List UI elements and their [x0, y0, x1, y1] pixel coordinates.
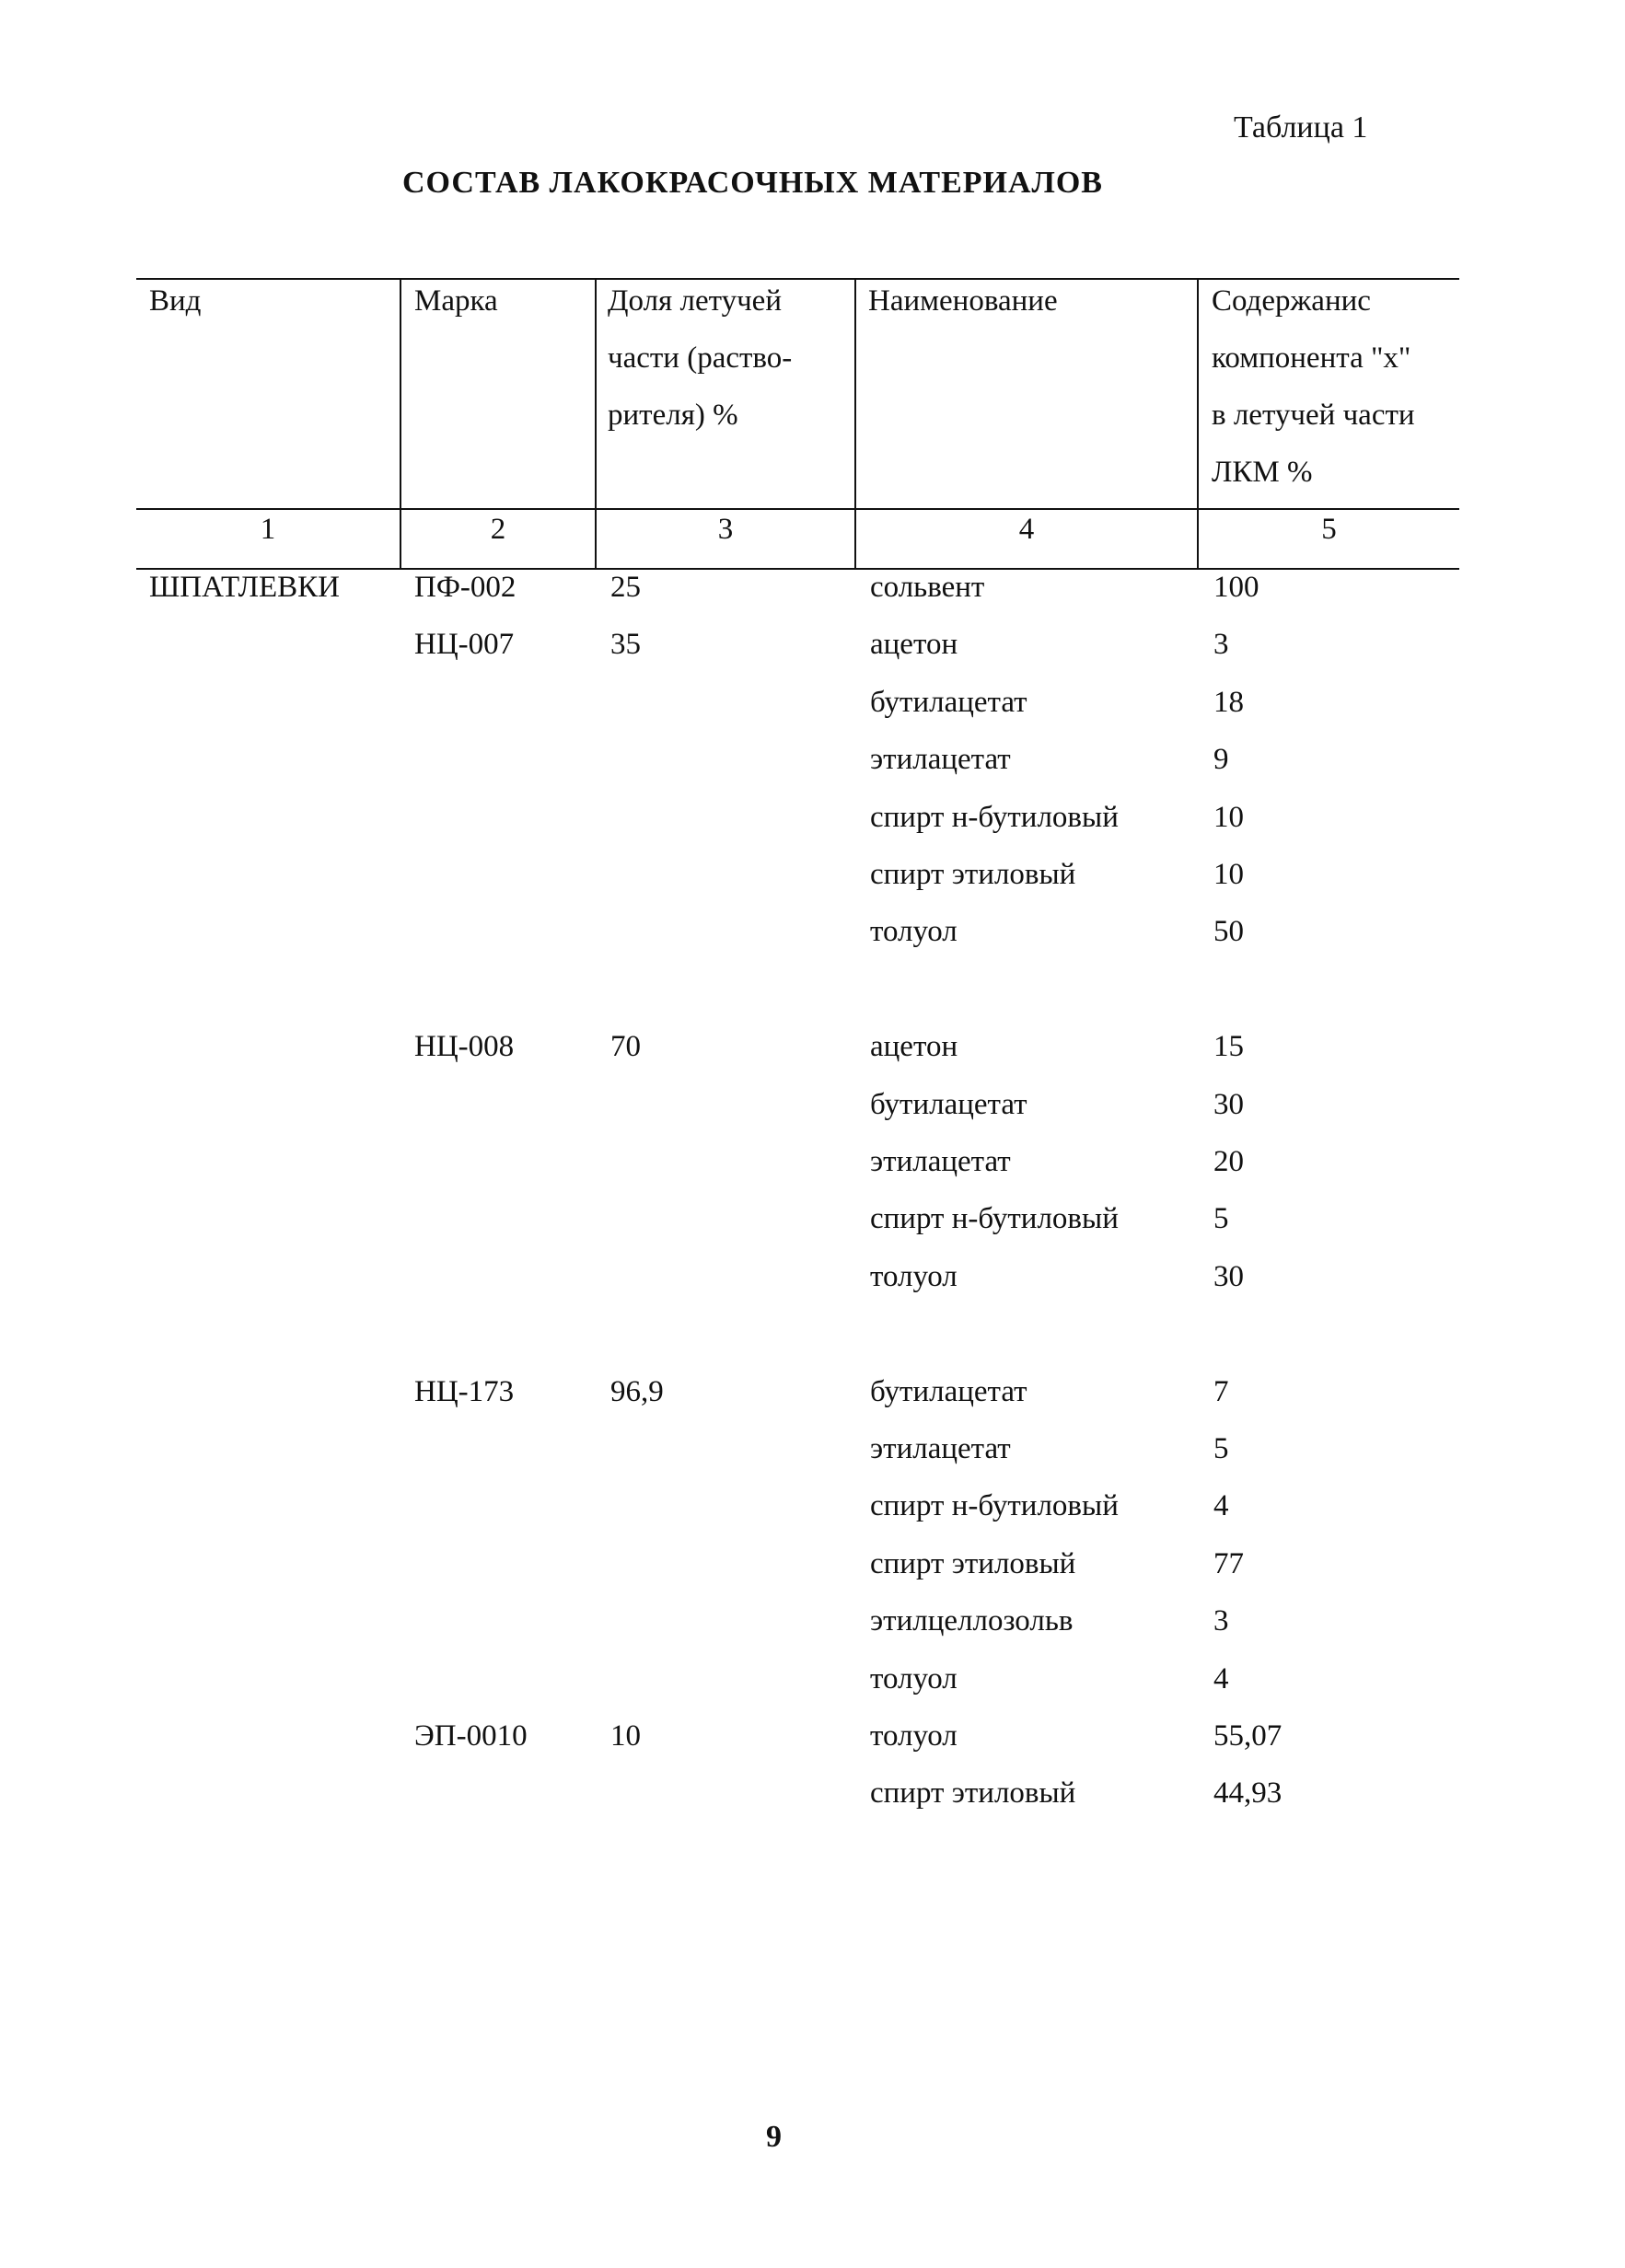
brand-cell: ЭП-0010 [414, 1719, 528, 1753]
volatile-share-cell: 10 [610, 1719, 641, 1753]
component-name-cell: спирт этиловый [870, 858, 1076, 891]
component-name-cell: этилацетат [870, 743, 1011, 777]
component-name-cell: толуол [870, 1259, 958, 1293]
component-value-cell: 3 [1213, 628, 1229, 662]
component-value-cell: 18 [1213, 685, 1244, 719]
brand-cell: НЦ-173 [414, 1374, 515, 1408]
component-name-cell: толуол [870, 915, 958, 949]
component-name-cell: спирт н-бутиловый [870, 800, 1119, 834]
component-value-cell: 4 [1213, 1489, 1229, 1523]
component-name-cell: этилцеллозольв [870, 1604, 1074, 1638]
header-component-content: Содержанис компонента "х" в летучей части ЛКМ % [1212, 284, 1415, 489]
component-value-cell: 5 [1213, 1432, 1229, 1465]
component-name-cell: сольвент [870, 571, 985, 604]
column-number: 4 [1018, 513, 1035, 546]
header-divider [136, 508, 1459, 510]
volatile-share-cell: 25 [610, 571, 641, 604]
component-name-cell: спирт н-бутиловый [870, 1489, 1119, 1523]
component-name-cell: толуол [870, 1719, 958, 1753]
component-name-cell: спирт н-бутиловый [870, 1202, 1119, 1236]
component-name-cell: спирт этиловый [870, 1546, 1076, 1580]
component-value-cell: 10 [1213, 858, 1244, 891]
page-title: СОСТАВ ЛАКОКРАСОЧНЫХ МАТЕРИАЛОВ [402, 166, 1103, 200]
header-vid: Вид [149, 284, 202, 318]
component-name-cell: бутилацетат [870, 1374, 1027, 1408]
column-number: 5 [1321, 513, 1337, 546]
category-cell: ШПАТЛЕВКИ [149, 571, 340, 604]
component-value-cell: 5 [1213, 1202, 1229, 1236]
brand-cell: НЦ-007 [414, 628, 515, 662]
volatile-share-cell: 35 [610, 628, 641, 662]
component-value-cell: 7 [1213, 1374, 1229, 1408]
component-name-cell: этилацетат [870, 1145, 1011, 1178]
component-value-cell: 15 [1213, 1030, 1244, 1064]
component-value-cell: 20 [1213, 1145, 1244, 1178]
component-value-cell: 55,07 [1213, 1719, 1283, 1753]
component-name-cell: ацетон [870, 1030, 958, 1064]
volatile-share-cell: 70 [610, 1030, 641, 1064]
header-name: Наименование [868, 284, 1058, 318]
column-number: 3 [717, 513, 734, 546]
component-value-cell: 100 [1213, 571, 1259, 604]
component-name-cell: ацетон [870, 628, 958, 662]
brand-cell: ПФ-002 [414, 571, 517, 604]
component-name-cell: толуол [870, 1661, 958, 1695]
volatile-share-cell: 96,9 [610, 1374, 664, 1408]
component-name-cell: спирт этиловый [870, 1776, 1076, 1811]
header-marka: Марка [414, 284, 498, 318]
column-number: 2 [490, 513, 506, 546]
brand-cell: НЦ-008 [414, 1030, 515, 1064]
component-name-cell: бутилацетат [870, 1087, 1027, 1121]
component-value-cell: 30 [1213, 1259, 1244, 1293]
table-label: Таблица 1 [1234, 110, 1368, 145]
page-number: 9 [766, 2120, 782, 2154]
header-volatile-share: Доля летучей части (раство- рителя) % [608, 284, 793, 432]
component-value-cell: 3 [1213, 1604, 1229, 1638]
component-value-cell: 4 [1213, 1661, 1229, 1695]
component-value-cell: 50 [1213, 915, 1244, 949]
component-name-cell: бутилацетат [870, 685, 1027, 719]
component-value-cell: 10 [1213, 800, 1244, 834]
component-value-cell: 9 [1213, 743, 1229, 777]
component-name-cell: этилацетат [870, 1432, 1011, 1465]
column-number: 1 [260, 513, 276, 546]
numbering-divider [136, 568, 1459, 570]
component-value-cell: 77 [1213, 1546, 1244, 1580]
component-value-cell: 44,93 [1213, 1776, 1283, 1811]
component-value-cell: 30 [1213, 1087, 1244, 1121]
